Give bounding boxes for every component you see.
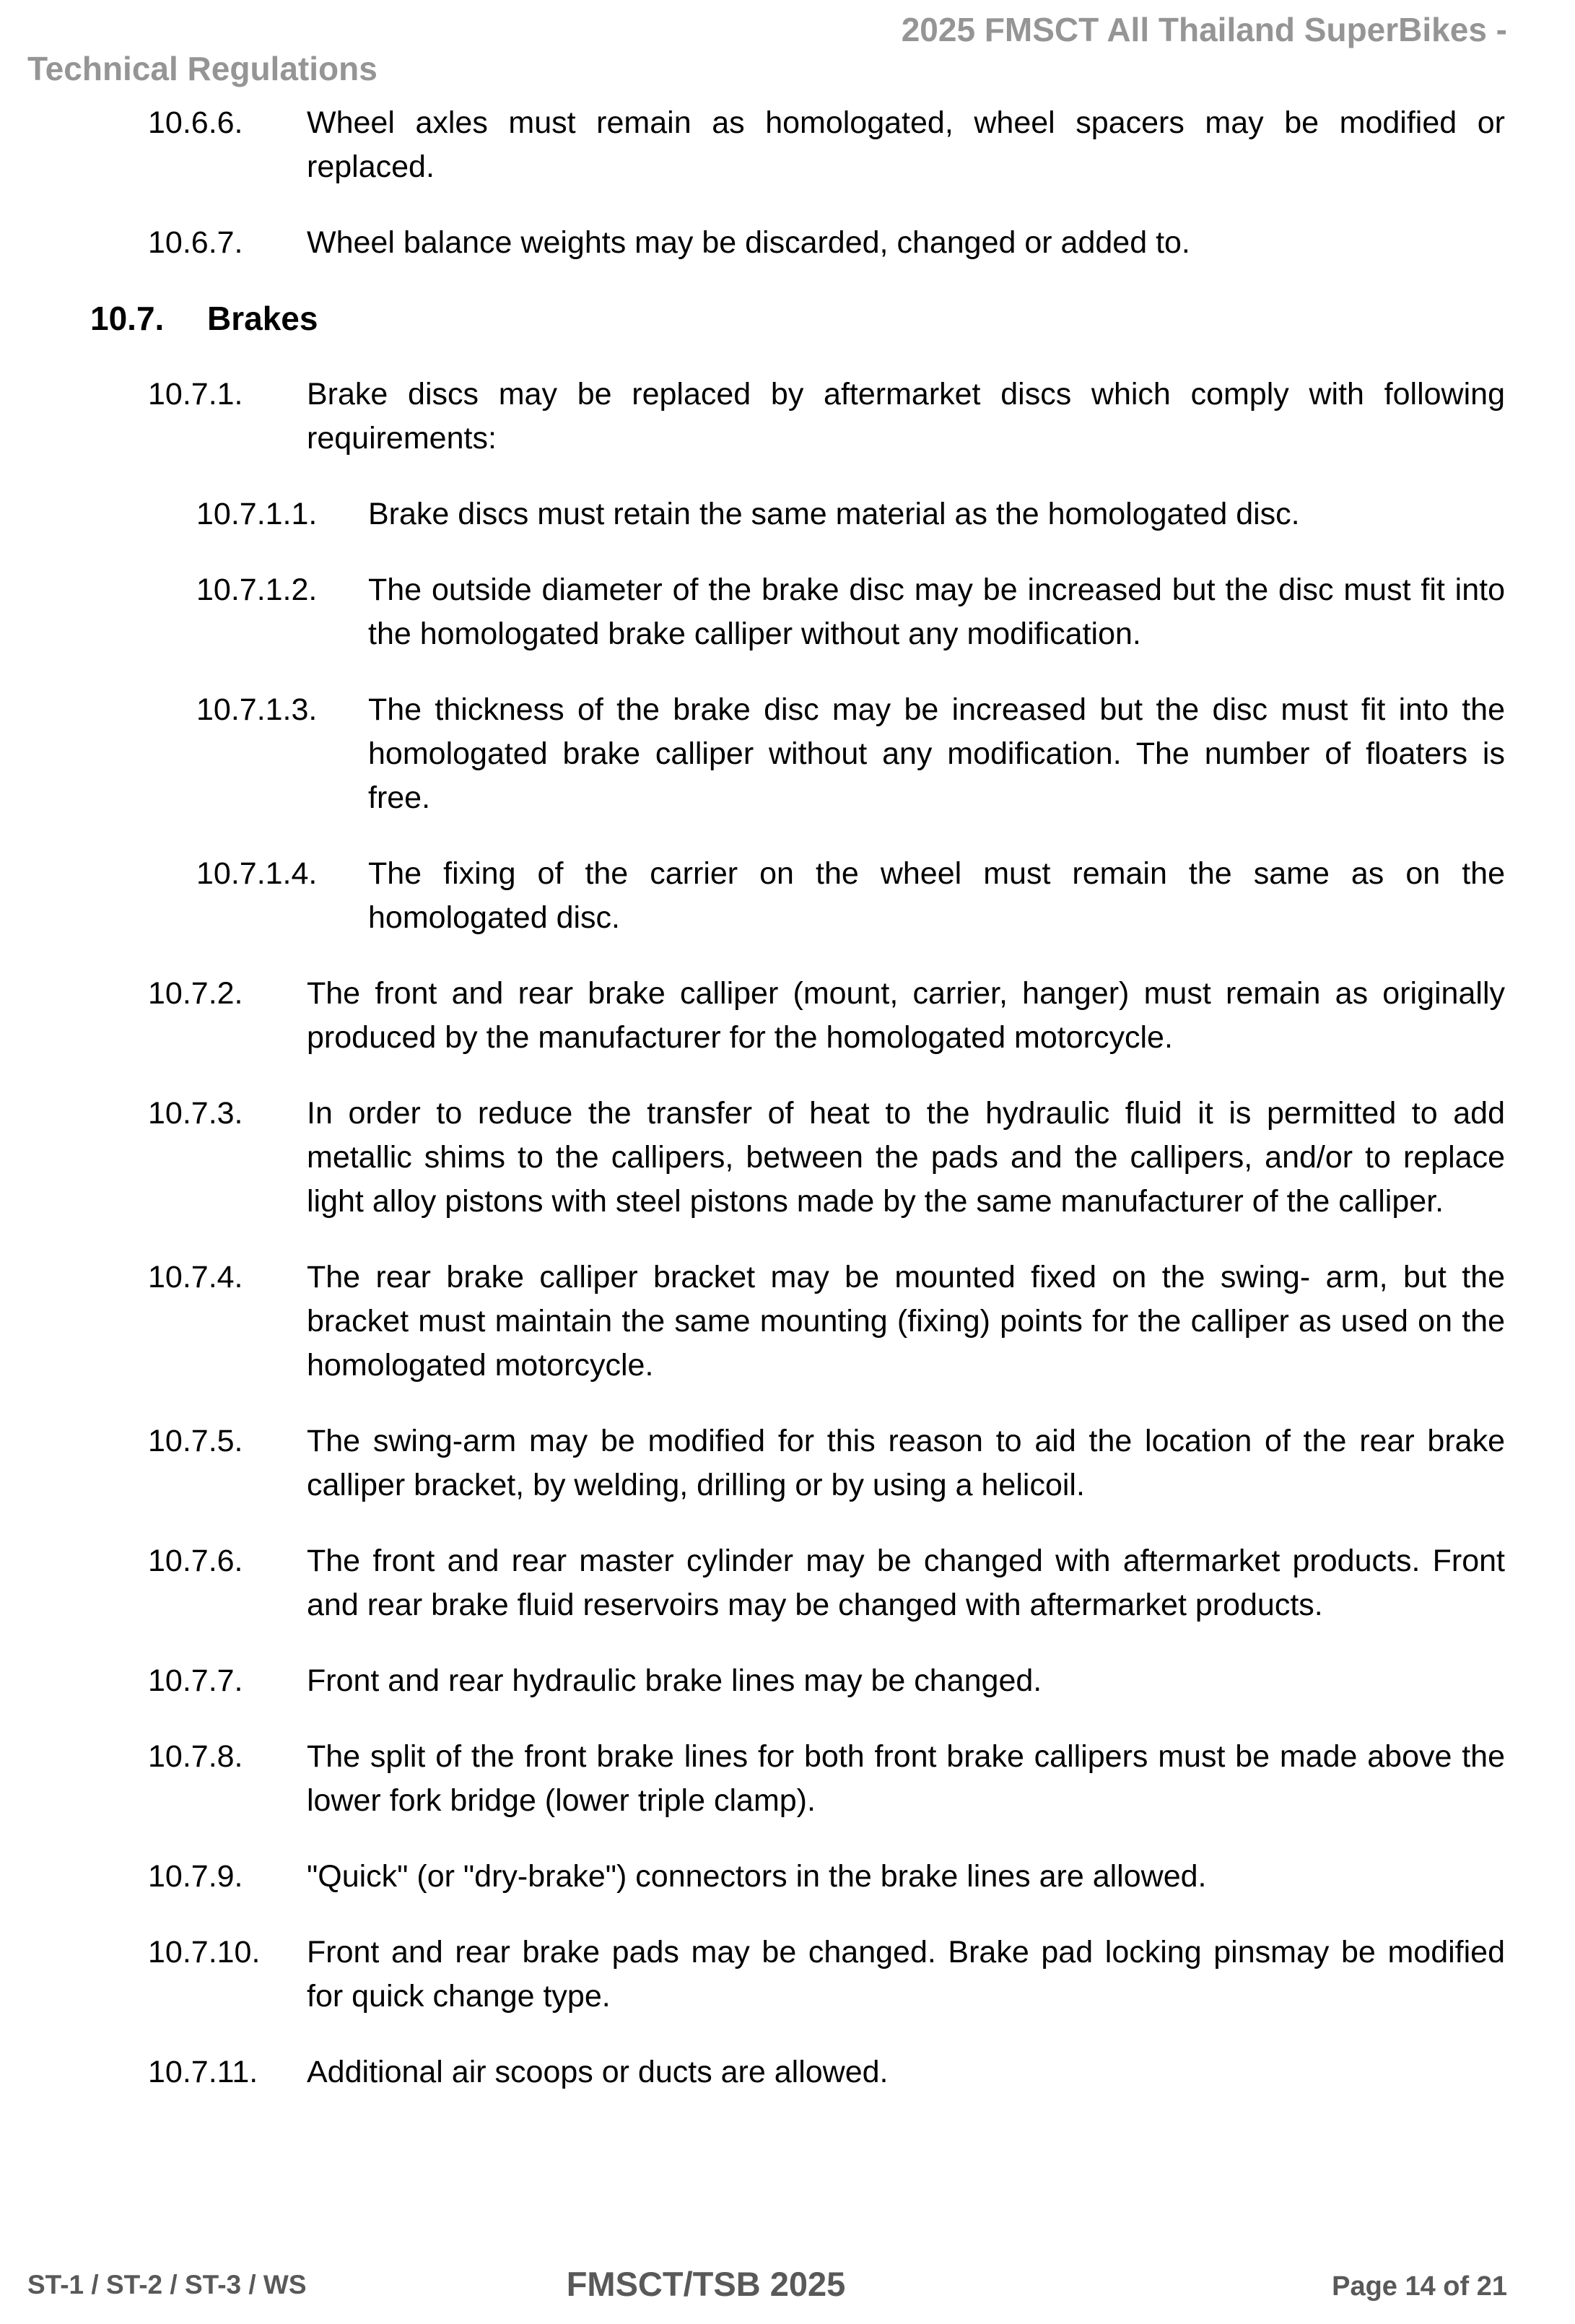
clause-number: 10.7.1.	[148, 377, 243, 412]
clause-number: 10.7.2.	[148, 976, 243, 1011]
clause-number: 10.7.11.	[148, 2055, 258, 2089]
regulation-item	[0, 1659, 1505, 1703]
clause-number: 10.7.7.	[148, 1663, 243, 1698]
clause-text: Brake discs must retain the same material as the homologated disc.	[368, 497, 1300, 531]
regulation-item	[0, 1539, 1505, 1627]
clause-number: 10.7.1.3.	[196, 692, 318, 727]
clause-text: The rear brake calliper bracket may be mounted fixed on the swing- arm, but the bracket must maintain the same mounting (fixing) points for the calliper as used on the homologated motorcycle.	[307, 1260, 1505, 1383]
clause-number: 10.7.10.	[148, 1935, 261, 1970]
regulation-item	[0, 1931, 1505, 2019]
clause-number: 10.7.8.	[148, 1739, 243, 1774]
header-title-line2: Technical Regulations	[27, 50, 378, 87]
clause-text: Additional air scoops or ducts are allowed.	[307, 2055, 889, 2089]
regulation-item	[0, 221, 1505, 265]
regulation-item	[0, 1855, 1505, 1899]
header-title-line1: 2025 FMSCT All Thailand SuperBikes -	[901, 11, 1507, 48]
clause-number: 10.7.1.1.	[196, 497, 318, 531]
clause-number: 10.7.6.	[148, 1544, 243, 1578]
clause-text: Front and rear hydraulic brake lines may be changed.	[307, 1663, 1042, 1698]
regulation-item	[0, 101, 1505, 189]
clause-number: 10.7.1.4.	[196, 856, 318, 891]
clause-text: Brake discs may be replaced by aftermarket discs which comply with following requirements:	[307, 377, 1505, 456]
regulation-item	[0, 852, 1505, 940]
regulation-item	[0, 1255, 1505, 1388]
clause-text: The front and rear brake calliper (mount, carrier, hanger) must remain as originally produced by the manufacturer for the homologated motorcycle.	[307, 976, 1505, 1055]
regulation-item	[0, 568, 1505, 656]
clause-text: In order to reduce the transfer of heat to the hydraulic fluid it is permitted to add metallic shims to the callipers, between the pads and the callipers, and/or to replace light alloy pistons with steel pistons made by the same manufacturer of the calliper.	[307, 1096, 1505, 1219]
clause-text: The front and rear master cylinder may be changed with aftermarket products. Front and rear brake fluid reservoirs may be changed with aftermarket products.	[307, 1544, 1505, 1622]
regulation-item	[0, 492, 1505, 536]
clause-text: Wheel balance weights may be discarded, changed or added to.	[307, 225, 1190, 260]
clause-number: 10.7.4.	[148, 1260, 243, 1294]
clause-number: 10.7.3.	[148, 1096, 243, 1131]
section-heading	[90, 297, 1505, 341]
regulation-item	[0, 1092, 1505, 1224]
clause-number: 10.7.5.	[148, 1424, 243, 1458]
regulation-item	[0, 688, 1505, 820]
clause-text: The thickness of the brake disc may be increased but the disc must fit into the homologated brake calliper without any modification. The number of floaters is free.	[368, 692, 1505, 815]
clause-text: The split of the front brake lines for both front brake callipers must be made above the lower fork bridge (lower triple clamp).	[307, 1739, 1505, 1818]
clause-text: Front and rear brake pads may be changed. Brake pad locking pinsmay be modified for quick change type.	[307, 1935, 1505, 2014]
clause-number: 10.7.1.2.	[196, 573, 318, 607]
footer-page-number: Page 14 of 21	[1332, 2271, 1507, 2302]
regulation-item	[0, 2050, 1505, 2094]
regulation-item	[0, 972, 1505, 1060]
regulation-item	[0, 373, 1505, 461]
clause-text: The fixing of the carrier on the wheel must remain the same as on the homologated disc.	[368, 856, 1505, 935]
section-title: Brakes	[207, 300, 318, 337]
clause-text: Wheel axles must remain as homologated, wheel spacers may be modified or replaced.	[307, 105, 1505, 184]
clause-text: "Quick" (or "dry-brake") connectors in the brake lines are allowed.	[307, 1859, 1207, 1894]
footer-document-code: FMSCT/TSB 2025	[566, 2265, 846, 2303]
content-list	[0, 101, 1505, 2126]
clause-number: 10.6.6.	[148, 105, 243, 140]
clause-text: The swing-arm may be modified for this reason to aid the location of the rear brake calliper bracket, by welding, drilling or by using a helicoil.	[307, 1424, 1505, 1502]
clause-number: 10.7.9.	[148, 1859, 243, 1894]
regulation-item	[0, 1419, 1505, 1507]
section-number: 10.7.	[90, 300, 165, 337]
footer-classes-label: ST-1 / ST-2 / ST-3 / WS	[27, 2270, 307, 2299]
clause-text: The outside diameter of the brake disc may be increased but the disc must fit into the homologated brake calliper without any modification.	[368, 573, 1505, 651]
clause-number: 10.6.7.	[148, 225, 243, 260]
regulation-item	[0, 1735, 1505, 1823]
